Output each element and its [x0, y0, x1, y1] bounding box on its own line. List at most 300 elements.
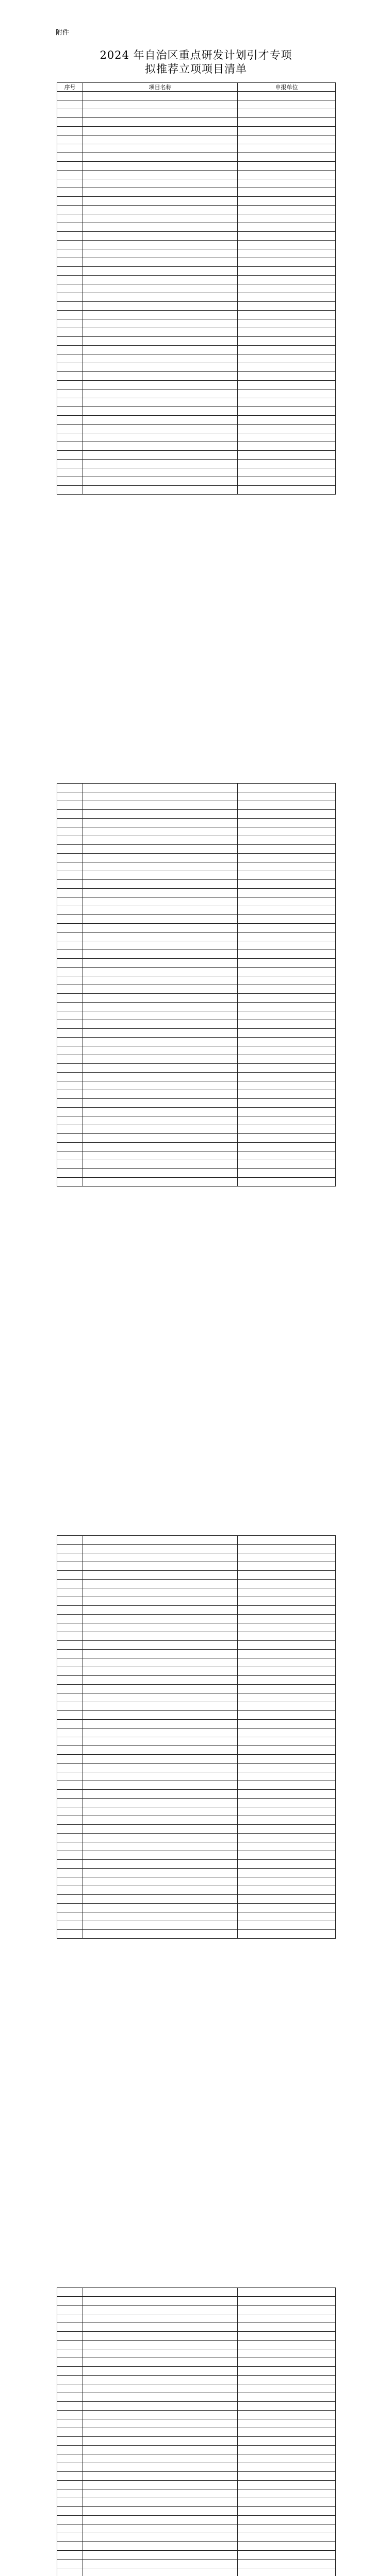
table-row: [57, 1125, 336, 1134]
cell-unit: [238, 2341, 336, 2349]
cell-no: [57, 1728, 83, 1737]
table-row: [57, 880, 336, 889]
cell-unit: [238, 897, 336, 906]
cell-name: [83, 284, 238, 293]
col-name-header: 项目名称: [83, 83, 238, 92]
table-row: [57, 433, 336, 442]
table-row: [57, 2551, 336, 2560]
cell-unit: [238, 1728, 336, 1737]
cell-name: [83, 897, 238, 906]
cell-no: [57, 801, 83, 810]
cell-unit: [238, 854, 336, 862]
cell-no: [57, 337, 83, 346]
cell-name: [83, 1799, 238, 1807]
table-row: [57, 188, 336, 197]
cell-no: [57, 171, 83, 179]
cell-unit: [238, 354, 336, 363]
cell-name: [83, 1825, 238, 1834]
table-row: [57, 249, 336, 258]
cell-no: [57, 2516, 83, 2524]
cell-name: [83, 1667, 238, 1676]
cell-name: [83, 311, 238, 319]
cell-name: [83, 941, 238, 950]
cell-no: [57, 2314, 83, 2323]
table-row: [57, 1553, 336, 1562]
cell-no: [57, 1685, 83, 1693]
cell-name: [83, 354, 238, 363]
cell-unit: [238, 92, 336, 100]
cell-no: [57, 433, 83, 442]
cell-unit: [238, 1108, 336, 1116]
cell-name: [83, 1090, 238, 1099]
table-row: [57, 1020, 336, 1029]
cell-no: [57, 924, 83, 933]
cell-no: [57, 109, 83, 118]
table-row: [57, 1134, 336, 1143]
cell-no: [57, 1886, 83, 1895]
cell-no: [57, 1038, 83, 1046]
table-row: [57, 1869, 336, 1877]
cell-unit: [238, 819, 336, 827]
cell-unit: [238, 1895, 336, 1904]
cell-no: [57, 1658, 83, 1667]
cell-unit: [238, 302, 336, 311]
table-row: [57, 1606, 336, 1615]
cell-name: [83, 258, 238, 267]
table-row: [57, 2498, 336, 2507]
cell-unit: [238, 460, 336, 468]
cell-unit: [238, 1912, 336, 1921]
cell-unit: [238, 1781, 336, 1790]
cell-unit: [238, 784, 336, 792]
cell-unit: [238, 2393, 336, 2402]
cell-unit: [238, 2524, 336, 2533]
table-row: [57, 1623, 336, 1632]
cell-unit: [238, 232, 336, 241]
table-row: [57, 1073, 336, 1081]
cell-no: [57, 1597, 83, 1606]
cell-no: [57, 363, 83, 372]
table-row: [57, 1169, 336, 1178]
cell-name: [83, 179, 238, 188]
cell-unit: [238, 1807, 336, 1816]
cell-name: [83, 1869, 238, 1877]
cell-name: [83, 109, 238, 118]
cell-unit: [238, 2437, 336, 2446]
cell-unit: [238, 968, 336, 976]
cell-unit: [238, 1930, 336, 1939]
cell-unit: [238, 792, 336, 801]
cell-unit: [238, 2288, 336, 2297]
cell-unit: [238, 1090, 336, 1099]
cell-unit: [238, 924, 336, 933]
cell-unit: [238, 1764, 336, 1772]
cell-no: [57, 2376, 83, 2384]
cell-unit: [238, 1081, 336, 1090]
table-row: [57, 2411, 336, 2419]
cell-unit: [238, 477, 336, 486]
cell-no: [57, 1825, 83, 1834]
cell-name: [83, 1536, 238, 1545]
table-row: [57, 179, 336, 188]
cell-name: [83, 1790, 238, 1799]
cell-unit: [238, 258, 336, 267]
cell-name: [83, 2297, 238, 2306]
table-row: [57, 1693, 336, 1702]
cell-no: [57, 994, 83, 1003]
cell-unit: [238, 372, 336, 381]
cell-unit: [238, 425, 336, 433]
table-row: [57, 1790, 336, 1799]
cell-unit: [238, 1160, 336, 1169]
cell-name: [83, 451, 238, 460]
cell-no: [57, 1108, 83, 1116]
table-row: [57, 2419, 336, 2428]
cell-no: [57, 311, 83, 319]
cell-unit: [238, 2306, 336, 2314]
cell-no: [57, 179, 83, 188]
table-row: [57, 267, 336, 276]
cell-name: [83, 328, 238, 337]
cell-unit: [238, 1877, 336, 1886]
cell-no: [57, 2489, 83, 2498]
cell-name: [83, 1877, 238, 1886]
table-row: [57, 2349, 336, 2358]
cell-no: [57, 1623, 83, 1632]
cell-unit: [238, 1169, 336, 1178]
cell-no: [57, 2393, 83, 2402]
cell-no: [57, 223, 83, 232]
cell-unit: [238, 241, 336, 249]
cell-name: [83, 1160, 238, 1169]
cell-unit: [238, 2454, 336, 2463]
table-row: [57, 451, 336, 460]
cell-name: [83, 2411, 238, 2419]
cell-no: [57, 2358, 83, 2367]
cell-unit: [238, 2419, 336, 2428]
cell-name: [83, 2516, 238, 2524]
cell-no: [57, 819, 83, 827]
cell-no: [57, 906, 83, 915]
cell-no: [57, 880, 83, 889]
cell-name: [83, 214, 238, 223]
cell-no: [57, 2437, 83, 2446]
cell-name: [83, 188, 238, 197]
table-row: [57, 2314, 336, 2323]
cell-name: [83, 1553, 238, 1562]
cell-no: [57, 2454, 83, 2463]
table-row: [57, 1099, 336, 1108]
cell-name: [83, 381, 238, 389]
cell-unit: [238, 223, 336, 232]
page-title-line-2: 拟推荐立项项目清单: [145, 63, 247, 75]
cell-no: [57, 1650, 83, 1658]
cell-name: [83, 924, 238, 933]
cell-unit: [238, 1623, 336, 1632]
cell-unit: [238, 337, 336, 346]
cell-no: [57, 1930, 83, 1939]
cell-name: [83, 1571, 238, 1580]
cell-name: [83, 197, 238, 206]
table-row: [57, 223, 336, 232]
cell-unit: [238, 328, 336, 337]
cell-name: [83, 1632, 238, 1641]
cell-unit: [238, 451, 336, 460]
cell-name: [83, 100, 238, 109]
table-row: [57, 2524, 336, 2533]
cell-name: [83, 171, 238, 179]
cell-unit: [238, 836, 336, 845]
cell-name: [83, 1912, 238, 1921]
cell-unit: [238, 1720, 336, 1728]
cell-no: [57, 959, 83, 968]
table-row: [57, 1658, 336, 1667]
table-row: [57, 968, 336, 976]
cell-name: [83, 1834, 238, 1842]
cell-name: [83, 1029, 238, 1038]
cell-name: [83, 1921, 238, 1930]
table-row: [57, 1685, 336, 1693]
table-row: [57, 2332, 336, 2341]
cell-no: [57, 162, 83, 171]
table-row: [57, 100, 336, 109]
cell-no: [57, 1702, 83, 1711]
cell-unit: [238, 827, 336, 836]
cell-unit: [238, 486, 336, 495]
cell-unit: [238, 127, 336, 135]
cell-no: [57, 889, 83, 897]
cell-name: [83, 819, 238, 827]
cell-no: [57, 346, 83, 354]
cell-no: [57, 328, 83, 337]
cell-unit: [238, 442, 336, 451]
cell-unit: [238, 363, 336, 372]
table-row: [57, 950, 336, 959]
cell-no: [57, 1055, 83, 1064]
cell-unit: [238, 915, 336, 924]
table-row: [57, 1116, 336, 1125]
table-row: [57, 2454, 336, 2463]
cell-name: [83, 836, 238, 845]
cell-no: [57, 2341, 83, 2349]
cell-no: [57, 950, 83, 959]
table-row: [57, 372, 336, 381]
cell-no: [57, 1536, 83, 1545]
cell-unit: [238, 1834, 336, 1842]
cell-name: [83, 994, 238, 1003]
cell-no: [57, 206, 83, 214]
cell-name: [83, 801, 238, 810]
table-row: [57, 1545, 336, 1553]
cell-unit: [238, 1685, 336, 1693]
cell-unit: [238, 2367, 336, 2376]
cell-name: [83, 433, 238, 442]
cell-name: [83, 1755, 238, 1764]
cell-no: [57, 284, 83, 293]
cell-no: [57, 915, 83, 924]
table-row: [57, 486, 336, 495]
cell-name: [83, 1886, 238, 1895]
cell-unit: [238, 2349, 336, 2358]
table-row: [57, 118, 336, 127]
cell-name: [83, 232, 238, 241]
cell-name: [83, 1895, 238, 1904]
table-row: [57, 92, 336, 100]
cell-name: [83, 2446, 238, 2454]
cell-name: [83, 477, 238, 486]
cell-name: [83, 389, 238, 398]
cell-no: [57, 1860, 83, 1869]
cell-name: [83, 1658, 238, 1667]
cell-unit: [238, 1597, 336, 1606]
cell-unit: [238, 1842, 336, 1851]
table-row: [57, 442, 336, 451]
cell-no: [57, 2524, 83, 2533]
cell-no: [57, 1904, 83, 1912]
cell-no: [57, 92, 83, 100]
table-row: [57, 232, 336, 241]
table-row: [57, 1615, 336, 1623]
cell-name: [83, 1108, 238, 1116]
cell-name: [83, 1580, 238, 1588]
cell-unit: [238, 1099, 336, 1108]
cell-name: [83, 1772, 238, 1781]
cell-no: [57, 2306, 83, 2314]
cell-no: [57, 127, 83, 135]
cell-unit: [238, 1632, 336, 1641]
cell-name: [83, 1151, 238, 1160]
cell-unit: [238, 2402, 336, 2411]
cell-name: [83, 2560, 238, 2568]
cell-unit: [238, 433, 336, 442]
cell-unit: [238, 407, 336, 416]
cell-name: [83, 1116, 238, 1125]
cell-name: [83, 1816, 238, 1825]
table-row: [57, 2472, 336, 2481]
cell-no: [57, 319, 83, 328]
cell-no: [57, 1851, 83, 1860]
cell-unit: [238, 1011, 336, 1020]
cell-unit: [238, 1825, 336, 1834]
cell-unit: [238, 2472, 336, 2481]
cell-no: [57, 293, 83, 302]
cell-name: [83, 2341, 238, 2349]
cell-unit: [238, 468, 336, 477]
cell-no: [57, 1764, 83, 1772]
cell-unit: [238, 284, 336, 293]
table-row: [57, 293, 336, 302]
cell-no: [57, 2481, 83, 2489]
cell-unit: [238, 2384, 336, 2393]
table-row: [57, 871, 336, 880]
cell-no: [57, 1781, 83, 1790]
table-row: [57, 2341, 336, 2349]
cell-unit: [238, 845, 336, 854]
table-row: [57, 976, 336, 985]
cell-no: [57, 2463, 83, 2472]
cell-unit: [238, 2481, 336, 2489]
cell-name: [83, 2481, 238, 2489]
table-row: [57, 1650, 336, 1658]
cell-unit: [238, 2376, 336, 2384]
cell-no: [57, 854, 83, 862]
table-row: [57, 1676, 336, 1685]
cell-no: [57, 100, 83, 109]
cell-unit: [238, 2507, 336, 2516]
cell-no: [57, 407, 83, 416]
table-row: [57, 276, 336, 284]
cell-no: [57, 451, 83, 460]
cell-name: [83, 2489, 238, 2498]
cell-no: [57, 1895, 83, 1904]
table-row: [57, 801, 336, 810]
table-row: [57, 897, 336, 906]
cell-name: [83, 1650, 238, 1658]
table-row: [57, 1877, 336, 1886]
table-row: [57, 941, 336, 950]
cell-unit: [238, 1606, 336, 1615]
attachment-label: 附件: [56, 29, 70, 37]
cell-name: [83, 784, 238, 792]
cell-no: [57, 2507, 83, 2516]
table-row: [57, 933, 336, 941]
cell-unit: [238, 2314, 336, 2323]
table-row: [57, 354, 336, 363]
cell-unit: [238, 810, 336, 819]
project-table-block: [57, 2287, 336, 2576]
cell-name: [83, 398, 238, 407]
table-row: [57, 363, 336, 372]
cell-unit: [238, 1816, 336, 1825]
cell-no: [57, 1641, 83, 1650]
table-row: [57, 854, 336, 862]
cell-no: [57, 1571, 83, 1580]
cell-name: [83, 425, 238, 433]
cell-name: [83, 1746, 238, 1755]
cell-name: [83, 2384, 238, 2393]
cell-no: [57, 477, 83, 486]
table-row: [57, 1764, 336, 1772]
cell-unit: [238, 1580, 336, 1588]
cell-name: [83, 854, 238, 862]
cell-unit: [238, 381, 336, 389]
cell-name: [83, 1702, 238, 1711]
cell-no: [57, 1178, 83, 1187]
cell-name: [83, 1860, 238, 1869]
project-table-block: [57, 783, 336, 1187]
cell-name: [83, 1003, 238, 1011]
cell-name: [83, 468, 238, 477]
cell-unit: [238, 311, 336, 319]
cell-no: [57, 2411, 83, 2419]
table-row: [57, 827, 336, 836]
cell-no: [57, 1667, 83, 1676]
cell-name: [83, 2454, 238, 2463]
cell-unit: [238, 2516, 336, 2524]
table-row: [57, 1571, 336, 1580]
table-row: [57, 924, 336, 933]
cell-name: [83, 1807, 238, 1816]
cell-unit: [238, 1143, 336, 1151]
cell-name: [83, 2419, 238, 2428]
cell-no: [57, 486, 83, 495]
table-row: [57, 1842, 336, 1851]
cell-unit: [238, 1711, 336, 1720]
cell-unit: [238, 118, 336, 127]
cell-unit: [238, 1038, 336, 1046]
table-row: [57, 1886, 336, 1895]
table-row: [57, 135, 336, 144]
